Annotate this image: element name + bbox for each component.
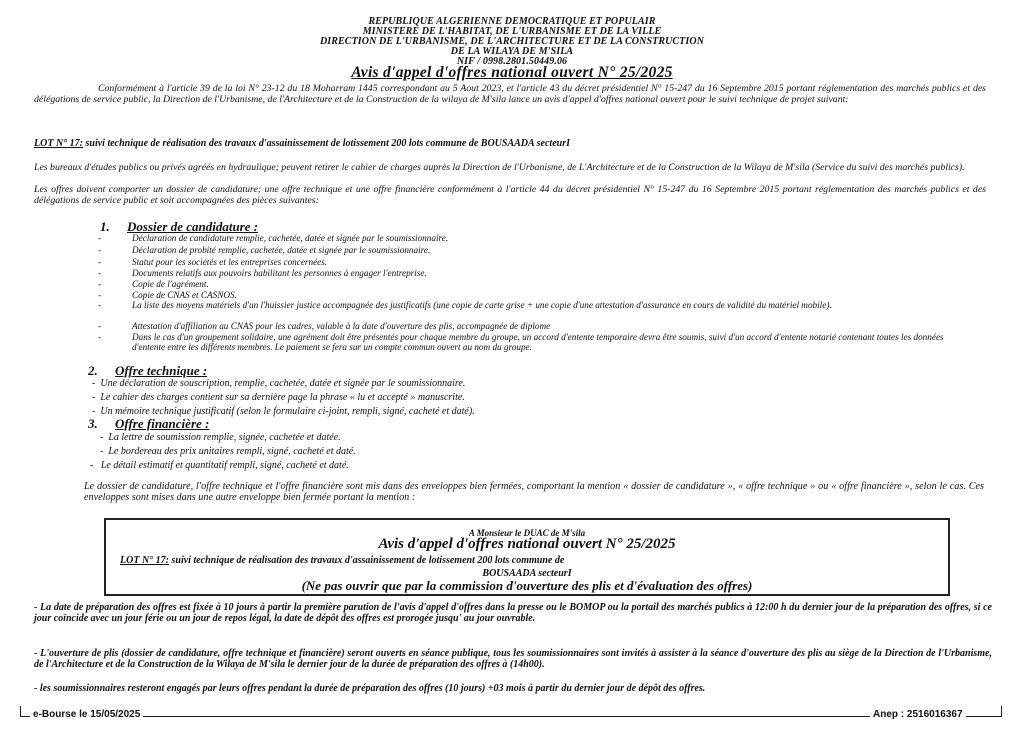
section-2-number: 2.	[88, 363, 98, 378]
list-item: - Une déclaration de souscription, remplie, cachetée, datée et signée par le soumissionnaire.	[92, 378, 466, 389]
box-title: Avis d'appel d'offres national ouvert N° 25/2025	[378, 536, 676, 552]
footer-publication-date: e-Bourse le 15/05/2025	[30, 709, 143, 720]
intro-paragraph: Conformément à l'article 39 de la loi N° 23-12 du 18 Moharram 1445 correspondant au 5 Aout 2023, et l'article 43 du décret présidentiel N° 15-247 du 16 Septembre 2015 portant réglementation des marchés publics et des délégations de service public, la Direction de l'Urbanisme, de l'Architecture et de la Construction de la wilaya de M'sila lance un avis d'appel d'offres national ouvert pour le suivi technique de projet suivant:	[34, 83, 986, 105]
footer-right-tick	[1001, 706, 1002, 717]
note-preparation: - La date de préparation des offres est fixée à 10 jours à partir la première parution de l'avis d'appel d'offres dans la presse ou le BOMOP ou la portail des marchés publics à 12:00 h du dernier jour de la préparation des offres, si ce jour coïncide avec un jour férie ou un jour de repos légal, la date de dépôt des offres est prorogée jusqu' au jour ouvrable.	[34, 602, 992, 625]
header-ministry: MINISTERE DE L'HABITAT, DE L'URBANISME ET DE LA VILLE	[362, 26, 662, 37]
section-2-title: Offre technique :	[115, 363, 208, 378]
box-recipient: A Monsieur le DUAC de M'sila	[468, 528, 586, 538]
notice-title: Avis d'appel d'offres national ouvert N° 25/2025	[351, 64, 673, 81]
envelope-label-box	[104, 518, 950, 596]
offres-paragraph: Les offres doivent comporter un dossier de candidature; une offre technique et une offre financière conformément à l'article 44 du décret présidentiel N° 15-247 du 16 Septembre 2015 portant réglementation des marchés publics et des délégations de service public et soit accompagnées des pièces suivantes:	[34, 184, 986, 206]
note-validity: - les soumissionnaires resteront engagés par leurs offres pendant la durée de préparation des offres (10 jours) +03 mois à partir du dernier jour de dépôt des offres.	[34, 683, 706, 694]
header-nif: NIF / 0998.2801.50449.06	[456, 56, 568, 67]
list-item: - Un mémoire technique justificatif (selon le formulaire ci-joint, rempli, signé, cacheté et daté).	[92, 406, 475, 417]
header-direction: DIRECTION DE L'URBANISME, DE L'ARCHITECTURE ET DE LA CONSTRUCTION	[319, 36, 705, 47]
envelopes-paragraph: Le dossier de candidature, l'offre technique et l'offre financière sont mis dans des enveloppes bien fermées, comportant la mention « dossier de candidature », « offre technique » ou « offre financière », selon le cas. Ces enveloppes sont mises dans une autre enveloppe bien fermée portant la mention :	[84, 481, 984, 503]
header-republic: REPUBLIQUE ALGERIENNE DEMOCRATIQUE ET POPULAIR	[368, 16, 656, 27]
list-item: - Le détail estimatif et quantitatif rempli, signé, cacheté et daté.	[90, 460, 349, 471]
box-warning: (Ne pas ouvrir que par la commission d'ouverture des plis et d'évaluation des offres)	[301, 578, 753, 593]
box-lot: LOT N° 17: suivi technique de réalisation des travaux d'assainissement de lotissement 200 lots commune de	[120, 555, 565, 566]
section-3-title: Offre financière :	[115, 416, 210, 431]
list-item: - Le cahier des charges contient sur sa dernière page la phrase « lu et accepté » manuscrite.	[92, 392, 465, 403]
header-wilaya: DE LA WILAYA DE M'SILA	[450, 46, 574, 57]
footer-rule	[20, 716, 1002, 717]
section-3-number: 3.	[88, 416, 98, 431]
section-3-heading	[88, 416, 209, 432]
footer-anep-number: Anep : 2516016367	[870, 709, 966, 720]
section-1-number: 1.	[100, 219, 110, 234]
lot-line	[34, 138, 986, 149]
list-item: - Le bordereau des prix unitaires rempli, signé, cacheté et daté.	[100, 446, 356, 457]
bureaux-paragraph: Les bureaux d'études publics ou privés agréés en hydraulique; peuvent retirer le cahier de charges auprès la Direction de l'Urbanisme, de L'Architecture et de la Construction de la Wilaya de M'sila (Service du suivi des marchés publics).	[34, 162, 965, 173]
section-1-title: Dossier de candidature :	[127, 219, 259, 234]
box-lot-continued: BOUSAADA secteurI	[482, 568, 572, 579]
note-opening: - L'ouverture de plis (dossier de candidature, offre technique et financière) seront ouverts en séance publique, tous les soumissionnaires sont invités à assister à la séance d'ouverture des plis au siège de la Direction de l'Urbanisme, de l'Architecture et de la Construction de la Wilaya de M'sila le dernier jour de la durée de préparation des offres à (14h00).	[34, 648, 992, 671]
lot-text: suivi technique de réalisation des travaux d'assainissement de lotissement 200 lots commune de BOUSAADA secteurI	[85, 138, 570, 149]
notice-page: REPUBLIQUE ALGERIENNE DEMOCRATIQUE ET POPULAIR MINISTERE DE L'HABITAT, DE L'URBANISME ET DE LA VILLE DIRECTION DE L'URBANISME, DE L'ARCHITECTURE ET DE LA CONSTRUCTION DE LA WILAYA DE M'SILA NIF / 0998.2801.50449.06 Avis d'appel d'offres national ouvert N° 25/2025 Conformément à l'article 39 de la loi N° 23-12 du 18 Moharram 1445 correspondant au 5 Aout 2023, et l'article 43 du décret présidentiel N° 15-247 du 16 Septembre 2015 portant réglementation des marchés publics et des délégations de service public, la Direction de l'Urbanisme, de l'Architecture et de la Construction de la wilaya de M'sila lance un avis d'appel d'offres national ouvert pour le suivi technique de projet suivant: LOT N° 17: suivi technique de réalisation des travaux d'assainissement de lotissement 200 lots commune de BOUSAADA secteurI Les bureaux d'études publics ou privés agréés en hydraulique; peuvent retirer le cahier de charges auprès la Direction de l'Urbanisme, de L'Architecture et de la Construction de la Wilaya de M'sila (Service du suivi des marchés publics). Les offres doivent comporter un dossier de candidature; une offre technique et une offre financière conformément à l'article 44 du décret présidentiel N° 15-247 du 16 Septembre 2015 portant réglementation des marchés publics et des délégations de service public et soit accompagnées des pièces suivantes: 1. Dossier de candidature : - Déclaration de candidature remplie, cachetée, datée et signée par le soumissionnaire. - Déclaration de probité remplie, cachetée, datée et signée par le soumissionnaire. - Statut pour les sociétés et les entreprises concernées. - Documents relatifs aux pouvoirs habilitant les personnes à engager l'entreprise. - Copie de l'agrément. - Copie de CNAS et CASNOS. - La liste des moyens matériels d'un l'huissier justice accompagnée des justificatifs (une copie de carte grise + une copie d'une attestation d'assurance en cours de validité du matériel mobile). - Attestation d'affiliation au CNAS pour les cadres, valable à la date d'ouverture des plis, accompagnée de diplome - Dans le cas d'un groupement solidaire, une agrément doit être présentés pour chaque membre du groupe, un accord d'entente temporaire devra être soumis, suivi d'un accord d'entente notarié contenant toutes les données d'entente entre les différents membres. Le paiement se fera sur un compte commun ouvert au nom du groupe. 2. Offre technique : - Une déclaration de souscription, remplie, cachetée, datée et signée par le soumissionnaire. - Le cahier des charges contient sur sa dernière page la phrase « lu et accepté » manuscrite. - Un mémoire technique justificatif (selon le formulaire ci-joint, rempli, signé, cacheté et daté). 3. Offre financière : - La lettre de soumission remplie, signée, cachetée et datée. - Le bordereau des prix unitaires rempli, signé, cacheté et daté. - Le détail estimatif et quantitatif rempli, signé, cacheté et daté. Le dossier de candidature, l'offre technique et l'offre financière sont mis dans des enveloppes bien fermées, comportant la mention « dossier de candidature », « offre technique » ou « offre financière », selon le cas. Ces enveloppes sont mises dans une autre enveloppe bien fermée portant la mention : A Monsieur le DUAC de M'sila Avis d'appel d'offres national ouvert N° 25/2025 LOT N° 17: suivi technique de réalisation des travaux d'assainissement de lotissement 200 lots commune de BOUSAADA secteurI (Ne pas ouvrir que par la commission d'ouverture des plis et d'évaluation des offres) - La date de préparation des offres est fixée à 10 jours à partir la première parution de l'avis d'appel d'offres dans la presse ou le BOMOP ou la portail des marchés publics à 12:00 h du dernier jour de la préparation des offres, si ce jour coïncide avec un jour férie ou un jour de repos légal, la date de dépôt des offres est prorogée jusqu' au jour ouvrable. - L'ouverture de plis (dossier de candidature, offre technique et financière) seront ouverts en séance publique, tous les soumissionnaires sont invités à assister à la séance d'ouverture des plis au siège de la Direction de l'Urbanisme, de l'Architecture et de la Construction de la Wilaya de M'sila le dernier jour de la durée de préparation des offres à (14h00). - les soumissionnaires resteront engagés par leurs offres pendant la durée de préparation des offres (10 jours) +03 mois à partir du dernier jour de dépôt des offres. e-Bourse le 15/05/2025 Anep : 2516016367	[0, 0, 1024, 735]
list-item: - La lettre de soumission remplie, signée, cachetée et datée.	[100, 432, 341, 443]
section-2-heading	[88, 363, 207, 379]
lot-label: LOT N° 17:	[34, 138, 83, 149]
